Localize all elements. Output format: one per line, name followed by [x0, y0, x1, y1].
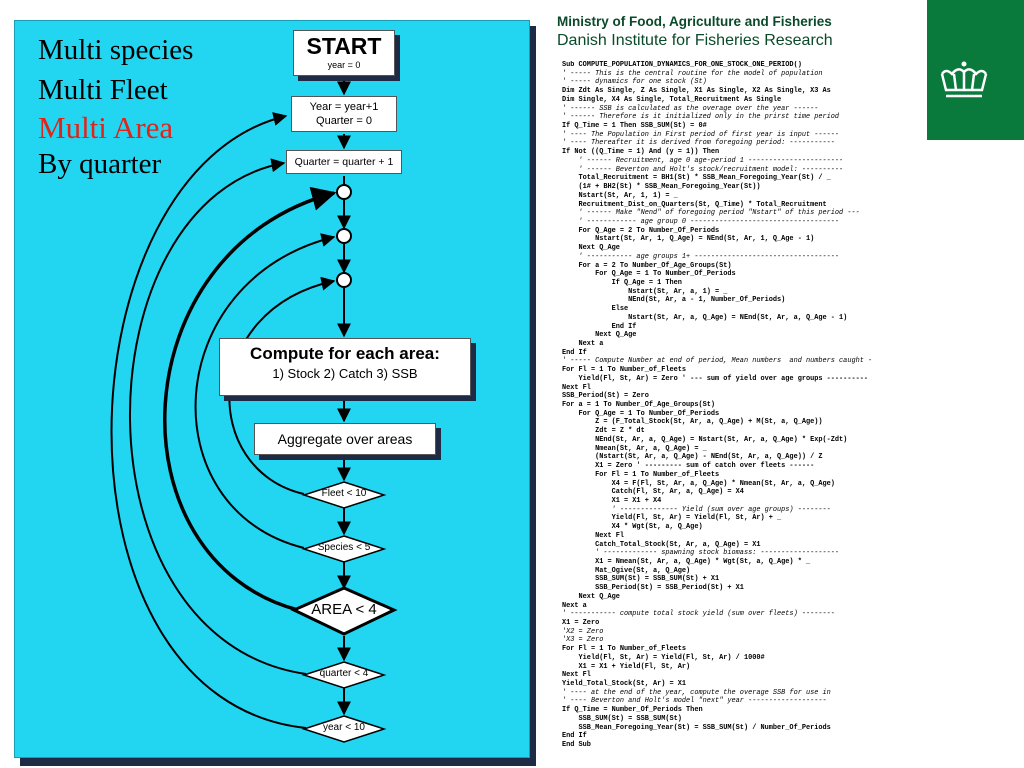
code-line: End If [562, 732, 587, 741]
code-line: For Q_Age = 1 To Number_Of_Periods [562, 409, 720, 418]
code-line: NEnd(St, Ar, a, Q_Age) = Nstart(St, Ar, a, Q_Age) * Exp(-Zdt) [562, 435, 848, 444]
code-line: For Fl = 1 To Number_of_Fleets [562, 366, 687, 375]
compute-steps: 1) Stock 2) Catch 3) SSB [272, 366, 418, 381]
code-line: ' ------------ age group 0 ------------------------------------ [562, 217, 840, 226]
code-line: ' ------ Therefore is it initialized only in the prirst time period [562, 113, 840, 122]
code-line: If Q_Age = 1 Then [562, 278, 682, 287]
code-line: SSB_Period(St) = SSB_Period(St) + X1 [562, 584, 744, 593]
code-line: For Q_Age = 1 To Number_Of_Periods [562, 270, 736, 279]
code-line: 'X3 = Zero [562, 636, 604, 645]
code-line: Nstart(St, Ar, 1, Q_Age) = NEnd(St, Ar, 1, Q_Age - 1) [562, 235, 815, 244]
code-line: ' ------ Beverton and Holt's stock/recruitment model: ---------- [562, 165, 844, 174]
junction-node [337, 185, 351, 199]
code-line: ' ----- This is the central routine for the model of population [562, 69, 823, 78]
code-listing [562, 61, 912, 766]
year-increment-box [291, 96, 397, 132]
aggregate-areas-box: Aggregate over areas [254, 423, 436, 455]
code-line: SSB_Mean_Foregoing_Year(St) = SSB_SUM(St) / Number_Of_Periods [562, 723, 831, 732]
junction-node [337, 229, 351, 243]
code-line: SSB_Period(St) = Zero [562, 392, 649, 401]
loop-quarter [130, 163, 306, 674]
code-line: Catch(Fl, St, Ar, a, Q_Age) = X4 [562, 488, 744, 497]
code-line: ' ----------- compute total stock yield (sum over fleets) -------- [562, 610, 835, 619]
code-line: Next Fl [562, 671, 591, 680]
code-line: If Q_Time = Number_Of_Periods Then [562, 706, 703, 715]
code-line: ' ---- Beverton and Holt's model "next" year ------------------- [562, 697, 827, 706]
compute-area-box [219, 338, 471, 396]
title-multi-area: Multi Area [38, 110, 174, 145]
code-line: Next Fl [562, 531, 625, 540]
code-line: ' ------ Make "Nend" of foregoing period "Nstart" of this period --- [562, 209, 860, 218]
code-line: For Fl = 1 To Number_of_Fleets [562, 470, 720, 479]
quarter-loop-label: quarter < 4 [319, 668, 369, 679]
code-line: Dim Single, X4 As Single, Total_Recruitment As Single [562, 95, 782, 104]
fleet-loop-label: Fleet < 10 [321, 488, 367, 499]
title-by-quarter: By quarter [38, 148, 162, 180]
code-line: For a = 1 To Number_Of_Age_Groups(St) [562, 401, 715, 410]
code-line: Z = (F_Total_Stock(St, Ar, a, Q_Age) + M(St, a, Q_Age)) [562, 418, 823, 427]
code-line: Yield(Fl, St, Ar) = Yield(Fl, St, Ar) / 1000# [562, 653, 765, 662]
code-line: ' ---- Thereafter it is derived from foregoing period: ----------- [562, 139, 835, 148]
code-line: X1 = X1 + X4 [562, 496, 662, 505]
code-line: Next Q_Age [562, 244, 620, 253]
code-line: Catch_Total_Stock(St, Ar, a, Q_Age) = X1 [562, 540, 761, 549]
title-multi-species: Multi species [38, 34, 194, 66]
code-line: If Q_Time = 1 Then SSB_SUM(St) = 0# [562, 122, 707, 131]
code-line: Nmean(St, Ar, a, Q_Age) = _ [562, 444, 707, 453]
code-line: Yield_Total_Stock(St, Ar) = X1 [562, 680, 687, 689]
code-line: ' -------------- Yield (sum over age groups) -------- [562, 505, 831, 514]
code-line: ' ------ SSB is calculated as the overage over the year ------ [562, 104, 819, 113]
code-line: ' ----- dynamics for one stock (St) [562, 78, 707, 87]
code-line: Nstart(St, Ar, 1, 1) = _ [562, 191, 678, 200]
compute-title: Compute for each area: [250, 344, 440, 363]
code-line: ' ----- Compute Number at end of period, Mean numbers and numbers caught - [562, 357, 873, 366]
code-line: Next a [562, 340, 604, 348]
code-line: X1 = Zero ' --------- sum of catch over fleets ------ [562, 462, 815, 471]
code-line: SSB_SUM(St) = SSB_SUM(St) [562, 714, 682, 723]
code-line: Else [562, 305, 629, 314]
royal-crown-icon [934, 60, 994, 104]
code-line: Nstart(St, Ar, a, 1) = _ [562, 287, 728, 296]
year-increment-label: Year = year+1 [309, 101, 379, 113]
code-line: X1 = X1 + Yield(Fl, St, Ar) [562, 662, 691, 671]
code-line: X1 = Nmean(St, Ar, a, Q_Age) * Wgt(St, a, Q_Age) * _ [562, 557, 811, 566]
code-line: For Fl = 1 To Number_of_Fleets [562, 645, 687, 654]
institute-name: Danish Institute for Fisheries Research [557, 32, 833, 49]
code-line: X1 = Zero [562, 619, 600, 627]
code-line: Nstart(St, Ar, a, Q_Age) = NEnd(St, Ar, a, Q_Age - 1) [562, 313, 848, 322]
code-line: For Q_Age = 2 To Number_Of_Periods [562, 226, 720, 235]
code-line: ' ------------- spawning stock biomass: ------------------- [562, 549, 840, 558]
code-line: NEnd(St, Ar, a - 1, Number_Of_Periods) [562, 296, 786, 305]
title-multi-fleet: Multi Fleet [38, 74, 168, 106]
species-loop-label: Species < 5 [317, 542, 371, 553]
code-line: ' ------ Recruitment, age 0 age-period 1 ----------------------- [562, 156, 844, 165]
code-line: Sub COMPUTE_POPULATION_DYNAMICS_FOR_ONE_STOCK_ONE_PERIOD() [562, 61, 802, 69]
code-line: X4 = F(Fl, St, Ar, a, Q_Age) * Nmean(St, Ar, a, Q_Age) [562, 479, 835, 488]
code-line: X4 * Wgt(St, a, Q_Age) [562, 523, 703, 532]
code-line: (Nstart(St, Ar, a, Q_Age) - NEnd(St, Ar, a, Q_Age)) / Z [562, 453, 823, 462]
code-line: Next Fl [562, 383, 591, 392]
start-sublabel: year = 0 [327, 60, 361, 70]
code-line: If Not ((Q_Time = 1) And (y = 1)) Then [562, 148, 720, 157]
code-line: Yield(Fl, St, Ar) = Zero ' --- sum of yield over age groups ---------- [562, 374, 868, 383]
code-line: ' ---- The Population in First period of first year is input ------ [562, 130, 840, 139]
loop-year [112, 116, 307, 728]
quarter-reset-label: Quarter = 0 [316, 115, 372, 127]
code-line: End Sub [562, 741, 591, 750]
code-line: ' ----------- age groups 1+ ----------------------------------- [562, 252, 840, 261]
code-line: Next a [562, 601, 587, 610]
code-line: For a = 2 To Number_Of_Age_Groups(St) [562, 261, 732, 270]
code-line: 'X2 = Zero [562, 627, 604, 636]
area-loop-label: AREA < 4 [311, 601, 377, 618]
code-line: Dim Zdt As Single, Z As Single, X1 As Single, X2 As Single, X3 As [562, 87, 831, 96]
code-line: (1# + BH2(St) * SSB_Mean_Foregoing_Year(St)) [562, 183, 761, 192]
quarter-increment-box: Quarter = quarter + 1 [286, 150, 402, 174]
code-line: Mat_Ogive(St, a, Q_Age) [562, 566, 691, 575]
code-line: ' ---- at the end of the year, compute the overage SSB for use in [562, 688, 831, 697]
ministry-name: Ministry of Food, Agriculture and Fisheries [557, 14, 832, 29]
junction-node [337, 273, 351, 287]
code-line: Recruitment_Dist_on_Quarters(St, Q_Time) * Total_Recruitment [562, 200, 827, 209]
code-line: End If [562, 348, 587, 357]
start-box [293, 30, 395, 76]
code-line: Zdt = Z * dt [562, 427, 645, 436]
code-line: End If [562, 322, 637, 331]
code-line: Yield(Fl, St, Ar) = Yield(Fl, St, Ar) + _ [562, 514, 782, 523]
code-line: Next Q_Age [562, 592, 620, 601]
start-label: START [306, 33, 382, 59]
code-line: SSB_SUM(St) = SSB_SUM(St) + X1 [562, 575, 720, 584]
year-loop-label: year < 10 [323, 722, 365, 733]
code-line: Next Q_Age [562, 331, 637, 340]
code-line: Total_Recruitment = BH1(St) * SSB_Mean_Foregoing_Year(St) / _ [562, 174, 831, 183]
